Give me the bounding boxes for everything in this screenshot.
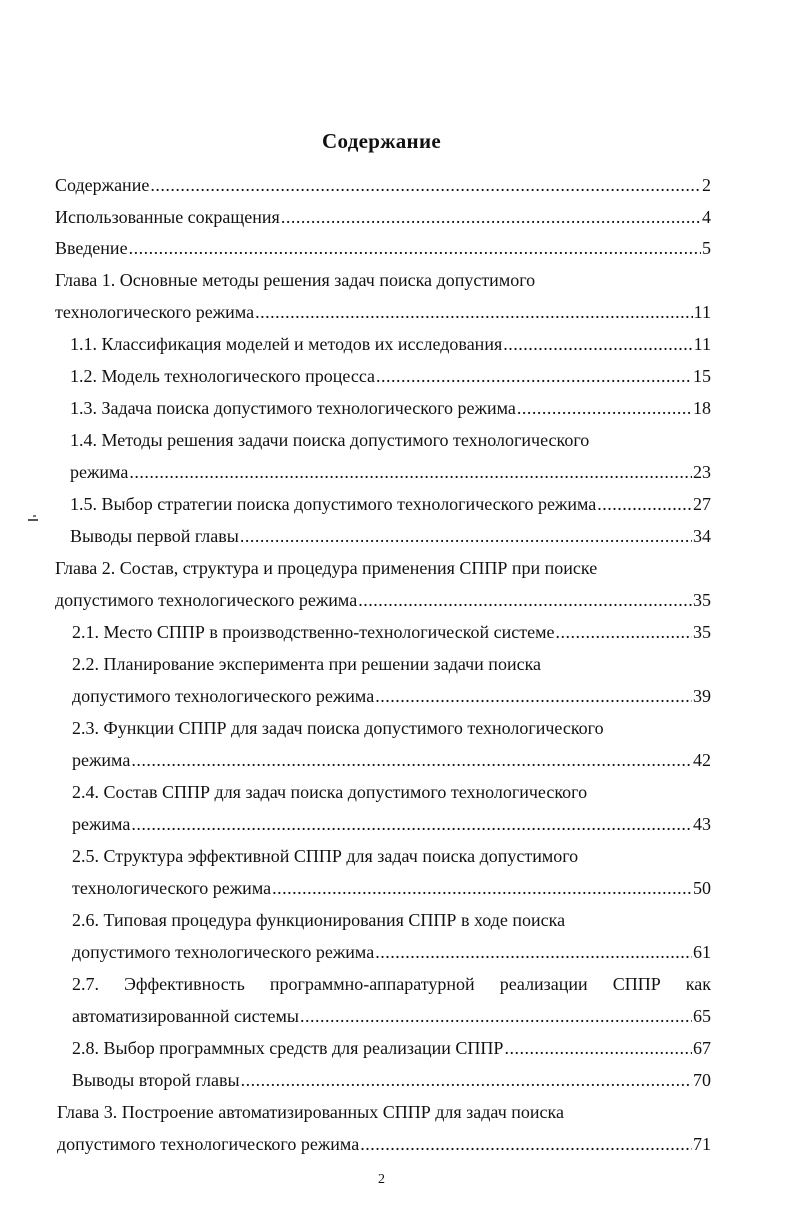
toc-entry <box>72 1001 711 1032</box>
toc-leader-dots <box>129 457 692 488</box>
toc-entry-page: 35 <box>693 622 711 642</box>
toc-entry <box>72 681 711 712</box>
toc-entry-page: 43 <box>693 814 711 834</box>
toc-leader-dots <box>131 809 692 840</box>
toc-entry-page: 23 <box>693 462 711 482</box>
toc-entry-page: 61 <box>693 942 711 962</box>
toc-entry <box>70 457 711 488</box>
toc-entry <box>57 1129 711 1160</box>
toc-leader-dots <box>504 1033 692 1064</box>
toc-entry <box>55 202 711 233</box>
toc-entry-page: 65 <box>693 1006 711 1026</box>
toc-leader-dots <box>597 489 692 520</box>
toc-entry-page: 67 <box>693 1038 711 1058</box>
toc-entry <box>72 1065 711 1096</box>
page-title: Содержание <box>322 129 441 153</box>
toc-entry-line: 2.6. Типовая процедура функционирования СППР в ходе поиска <box>72 910 566 930</box>
scan-mark <box>28 519 38 521</box>
toc-entry-text: допустимого технологического режима <box>57 1134 360 1154</box>
toc-entry-text: 1.1. Классификация моделей и методов их исследования <box>70 334 503 354</box>
toc-entry <box>72 1033 711 1064</box>
toc-entry-text: автоматизированной системы <box>72 1006 299 1026</box>
toc-entry-page: 2 <box>702 175 711 195</box>
toc-entry-text: режима <box>72 814 131 834</box>
toc-entry-text: режима <box>70 462 129 482</box>
toc-entry-page: 11 <box>693 302 711 322</box>
page-number: 2 <box>378 1172 385 1187</box>
toc-entry-page: 35 <box>693 590 711 610</box>
toc-leader-dots <box>360 1129 692 1160</box>
toc-entry-page: 70 <box>693 1070 711 1090</box>
toc-entry-line: 2.7. Эффективность программно-аппаратурной реализации СППР как <box>72 974 711 994</box>
toc-entry-page: 11 <box>693 334 711 354</box>
toc-entry <box>72 809 711 840</box>
toc-entry <box>70 361 711 392</box>
toc-leader-dots <box>300 1001 692 1032</box>
toc-entry-text: 2.8. Выбор программных средств для реализации СППР <box>72 1038 504 1058</box>
toc-entry-text: 1.2. Модель технологического процесса <box>70 366 376 386</box>
toc-leader-dots <box>556 617 692 648</box>
scan-mark <box>33 515 36 517</box>
toc-entry <box>72 745 711 776</box>
toc-entry-page: 27 <box>693 494 711 514</box>
toc-entry-line: Глава 2. Состав, структура и процедура применения СППР при поиске <box>55 558 598 578</box>
toc-entry <box>70 521 711 552</box>
toc-entry-text: Выводы второй главы <box>72 1070 240 1090</box>
toc-entry-line: 2.4. Состав СППР для задач поиска допустимого технологического <box>72 782 588 802</box>
toc-entry-text: 2.1. Место СППР в производственно-технологической системе <box>72 622 555 642</box>
toc-entry <box>70 329 711 360</box>
toc-entry-page: 34 <box>693 526 711 546</box>
toc-entry-page: 4 <box>702 207 711 227</box>
toc-entry <box>72 617 711 648</box>
toc-entry-text: допустимого технологического режима <box>72 942 375 962</box>
toc-entry <box>70 393 711 424</box>
toc-entry-line: 1.4. Методы решения задачи поиска допустимого технологического <box>70 430 590 450</box>
toc-entry <box>55 585 711 616</box>
toc-leader-dots <box>375 937 692 968</box>
toc-leader-dots <box>517 393 692 424</box>
toc-entry <box>55 233 711 264</box>
toc-leader-dots <box>376 361 692 392</box>
toc-entry-page: 39 <box>693 686 711 706</box>
toc-leader-dots <box>272 873 692 904</box>
toc-entry-text: Введение <box>55 238 128 258</box>
toc-entry-text: допустимого технологического режима <box>55 590 358 610</box>
toc-leader-dots <box>241 1065 692 1096</box>
toc-entry-page: 18 <box>693 398 711 418</box>
toc-entry <box>70 489 711 520</box>
toc-entry-line: 2.5. Структура эффективной СППР для задач поиска допустимого <box>72 846 579 866</box>
toc-entry-text: Выводы первой главы <box>70 526 239 546</box>
toc-entry-page: 15 <box>693 366 711 386</box>
toc-leader-dots <box>375 681 692 712</box>
toc-entry-page: 71 <box>693 1134 711 1154</box>
toc-entry-line: 2.2. Планирование эксперимента при решении задачи поиска <box>72 654 542 674</box>
toc-entry-text: режима <box>72 750 131 770</box>
toc-entry-text: Использованные сокращения <box>55 207 280 227</box>
toc-leader-dots <box>131 745 692 776</box>
toc-entry <box>55 297 711 328</box>
toc-entry-text: 1.3. Задача поиска допустимого технологического режима <box>70 398 516 418</box>
toc-entry-text: 1.5. Выбор стратегии поиска допустимого технологического режима <box>70 494 597 514</box>
toc-entry <box>55 170 711 201</box>
toc-entry-line: 2.3. Функции СППР для задач поиска допустимого технологического <box>72 718 604 738</box>
toc-entry-line: Глава 3. Построение автоматизированных СППР для задач поиска <box>57 1102 564 1122</box>
toc-entry-line: Глава 1. Основные методы решения задач поиска допустимого <box>55 270 536 290</box>
toc-leader-dots <box>281 202 701 233</box>
toc-leader-dots <box>240 521 692 552</box>
toc-entry-page: 5 <box>702 238 711 258</box>
toc-leader-dots <box>503 329 692 360</box>
toc-entry-text: технологического режима <box>55 302 255 322</box>
toc-leader-dots <box>129 233 701 264</box>
toc-leader-dots <box>255 297 693 328</box>
toc-entry-text: допустимого технологического режима <box>72 686 375 706</box>
toc-entry <box>72 937 711 968</box>
toc-leader-dots <box>358 585 692 616</box>
toc-leader-dots <box>150 170 701 201</box>
toc-entry-text: технологического режима <box>72 878 272 898</box>
toc-entry-page: 50 <box>693 878 711 898</box>
toc-entry-text: Содержание <box>55 175 150 195</box>
toc-entry <box>72 873 711 904</box>
toc-entry-page: 42 <box>693 750 711 770</box>
